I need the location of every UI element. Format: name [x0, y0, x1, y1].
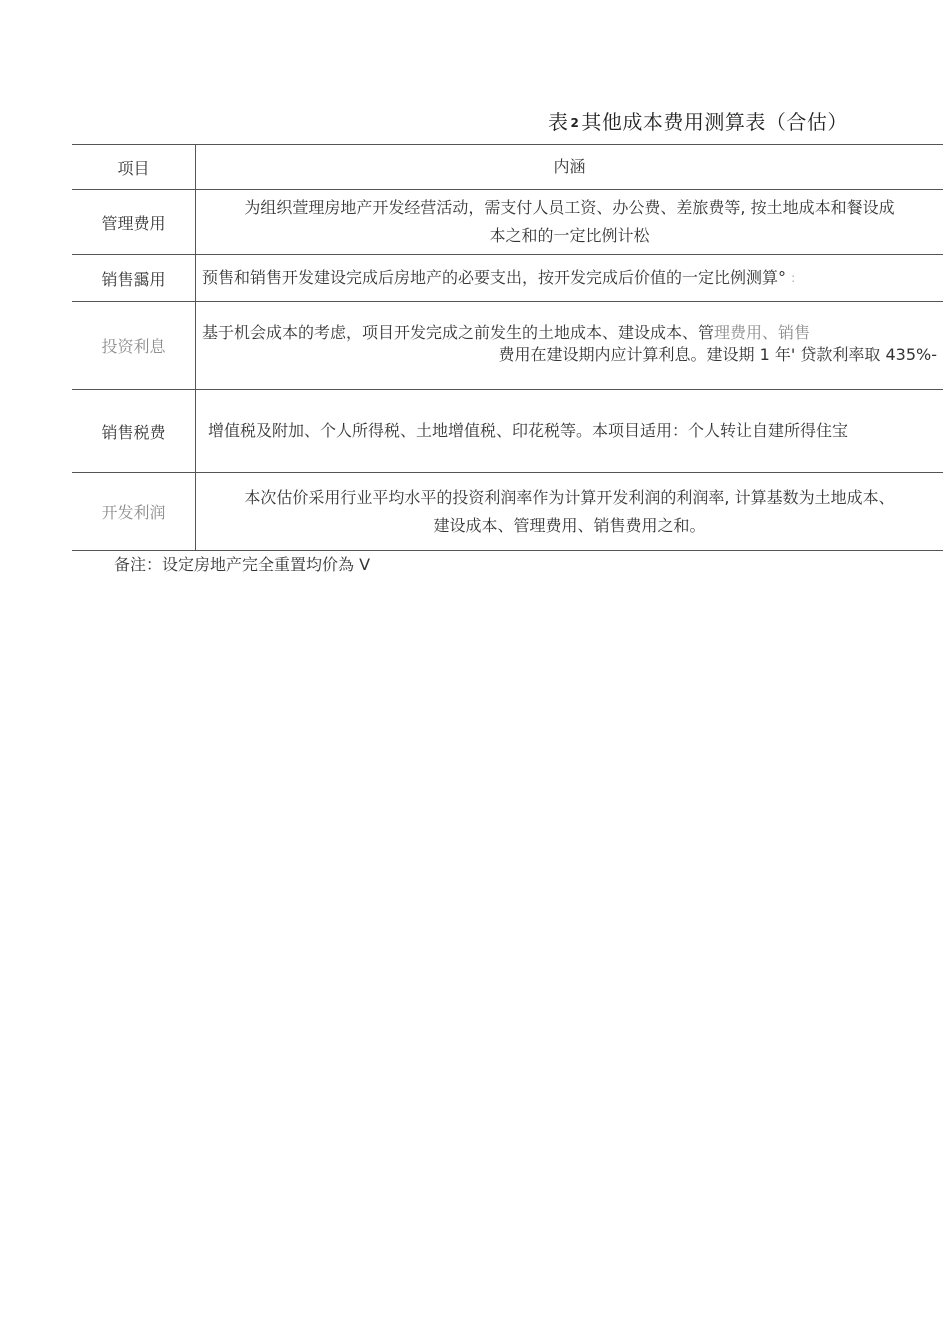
- table-row: [72, 473, 943, 551]
- row-item-sales-tax: 销售税费: [72, 390, 196, 472]
- header-item: 项目: [72, 145, 196, 189]
- row-item-investment-interest: 投资利息: [72, 302, 196, 389]
- row-item-management-fee: 管理费用: [72, 190, 196, 254]
- row-content-investment-interest: [196, 302, 943, 389]
- content-line: 为组织萱理房地产开发经营活动，需支付人员工资、办公费、差旅费等, 按土地成本和餐设成: [244, 198, 895, 217]
- title-text: 其他成本费用测算表（合估）: [581, 110, 848, 134]
- row-item-development-profit: 开发利润: [72, 473, 196, 550]
- table-title: [548, 106, 848, 135]
- content-line: 本次估价采用行业平均水平的投资利润率作为计算开发利润的利润率, 计算基数为土地成本、: [244, 487, 895, 507]
- table-row: [72, 190, 943, 255]
- content-line: 费用在建设期内应计算利息。建设期 1 年' 贷款利率取 435%-: [498, 345, 937, 364]
- content-line: 建设成本、管理费用、销售费用之和。: [433, 515, 706, 535]
- table-header-row: [72, 145, 943, 190]
- content-line: 本之和的一定比例计松: [489, 226, 650, 245]
- trailing-mark: :: [791, 271, 796, 285]
- row-content-development-profit: [196, 473, 943, 550]
- title-prefix: 表: [548, 110, 569, 134]
- row-content-management-fee: [196, 190, 943, 254]
- table-row: [72, 255, 943, 302]
- content-text: 预售和销售开发建设完成后房地产的必要支出，按开发完成后价值的一定比例测算°: [202, 268, 787, 287]
- cost-table: [72, 144, 943, 551]
- row-content-sales-fee: [196, 255, 943, 301]
- header-content: 内涵: [553, 157, 586, 176]
- row-item-sales-fee: 销售靄用: [72, 255, 196, 301]
- content-line: 基于机会成本的考虑，项目开发完成之前发生的土地成本、建设成本、管理费用、销售: [202, 323, 811, 342]
- table-row: [72, 390, 943, 473]
- table-row: [72, 302, 943, 390]
- title-number: 2: [570, 116, 580, 130]
- row-content-sales-tax: 增值税及附加、个人所得税、土地增值税、印花税等。本项目适用：个人转让自建所得住宝: [208, 421, 849, 440]
- footnote: 备注：设定房地产完全重置均价為 V: [114, 555, 371, 574]
